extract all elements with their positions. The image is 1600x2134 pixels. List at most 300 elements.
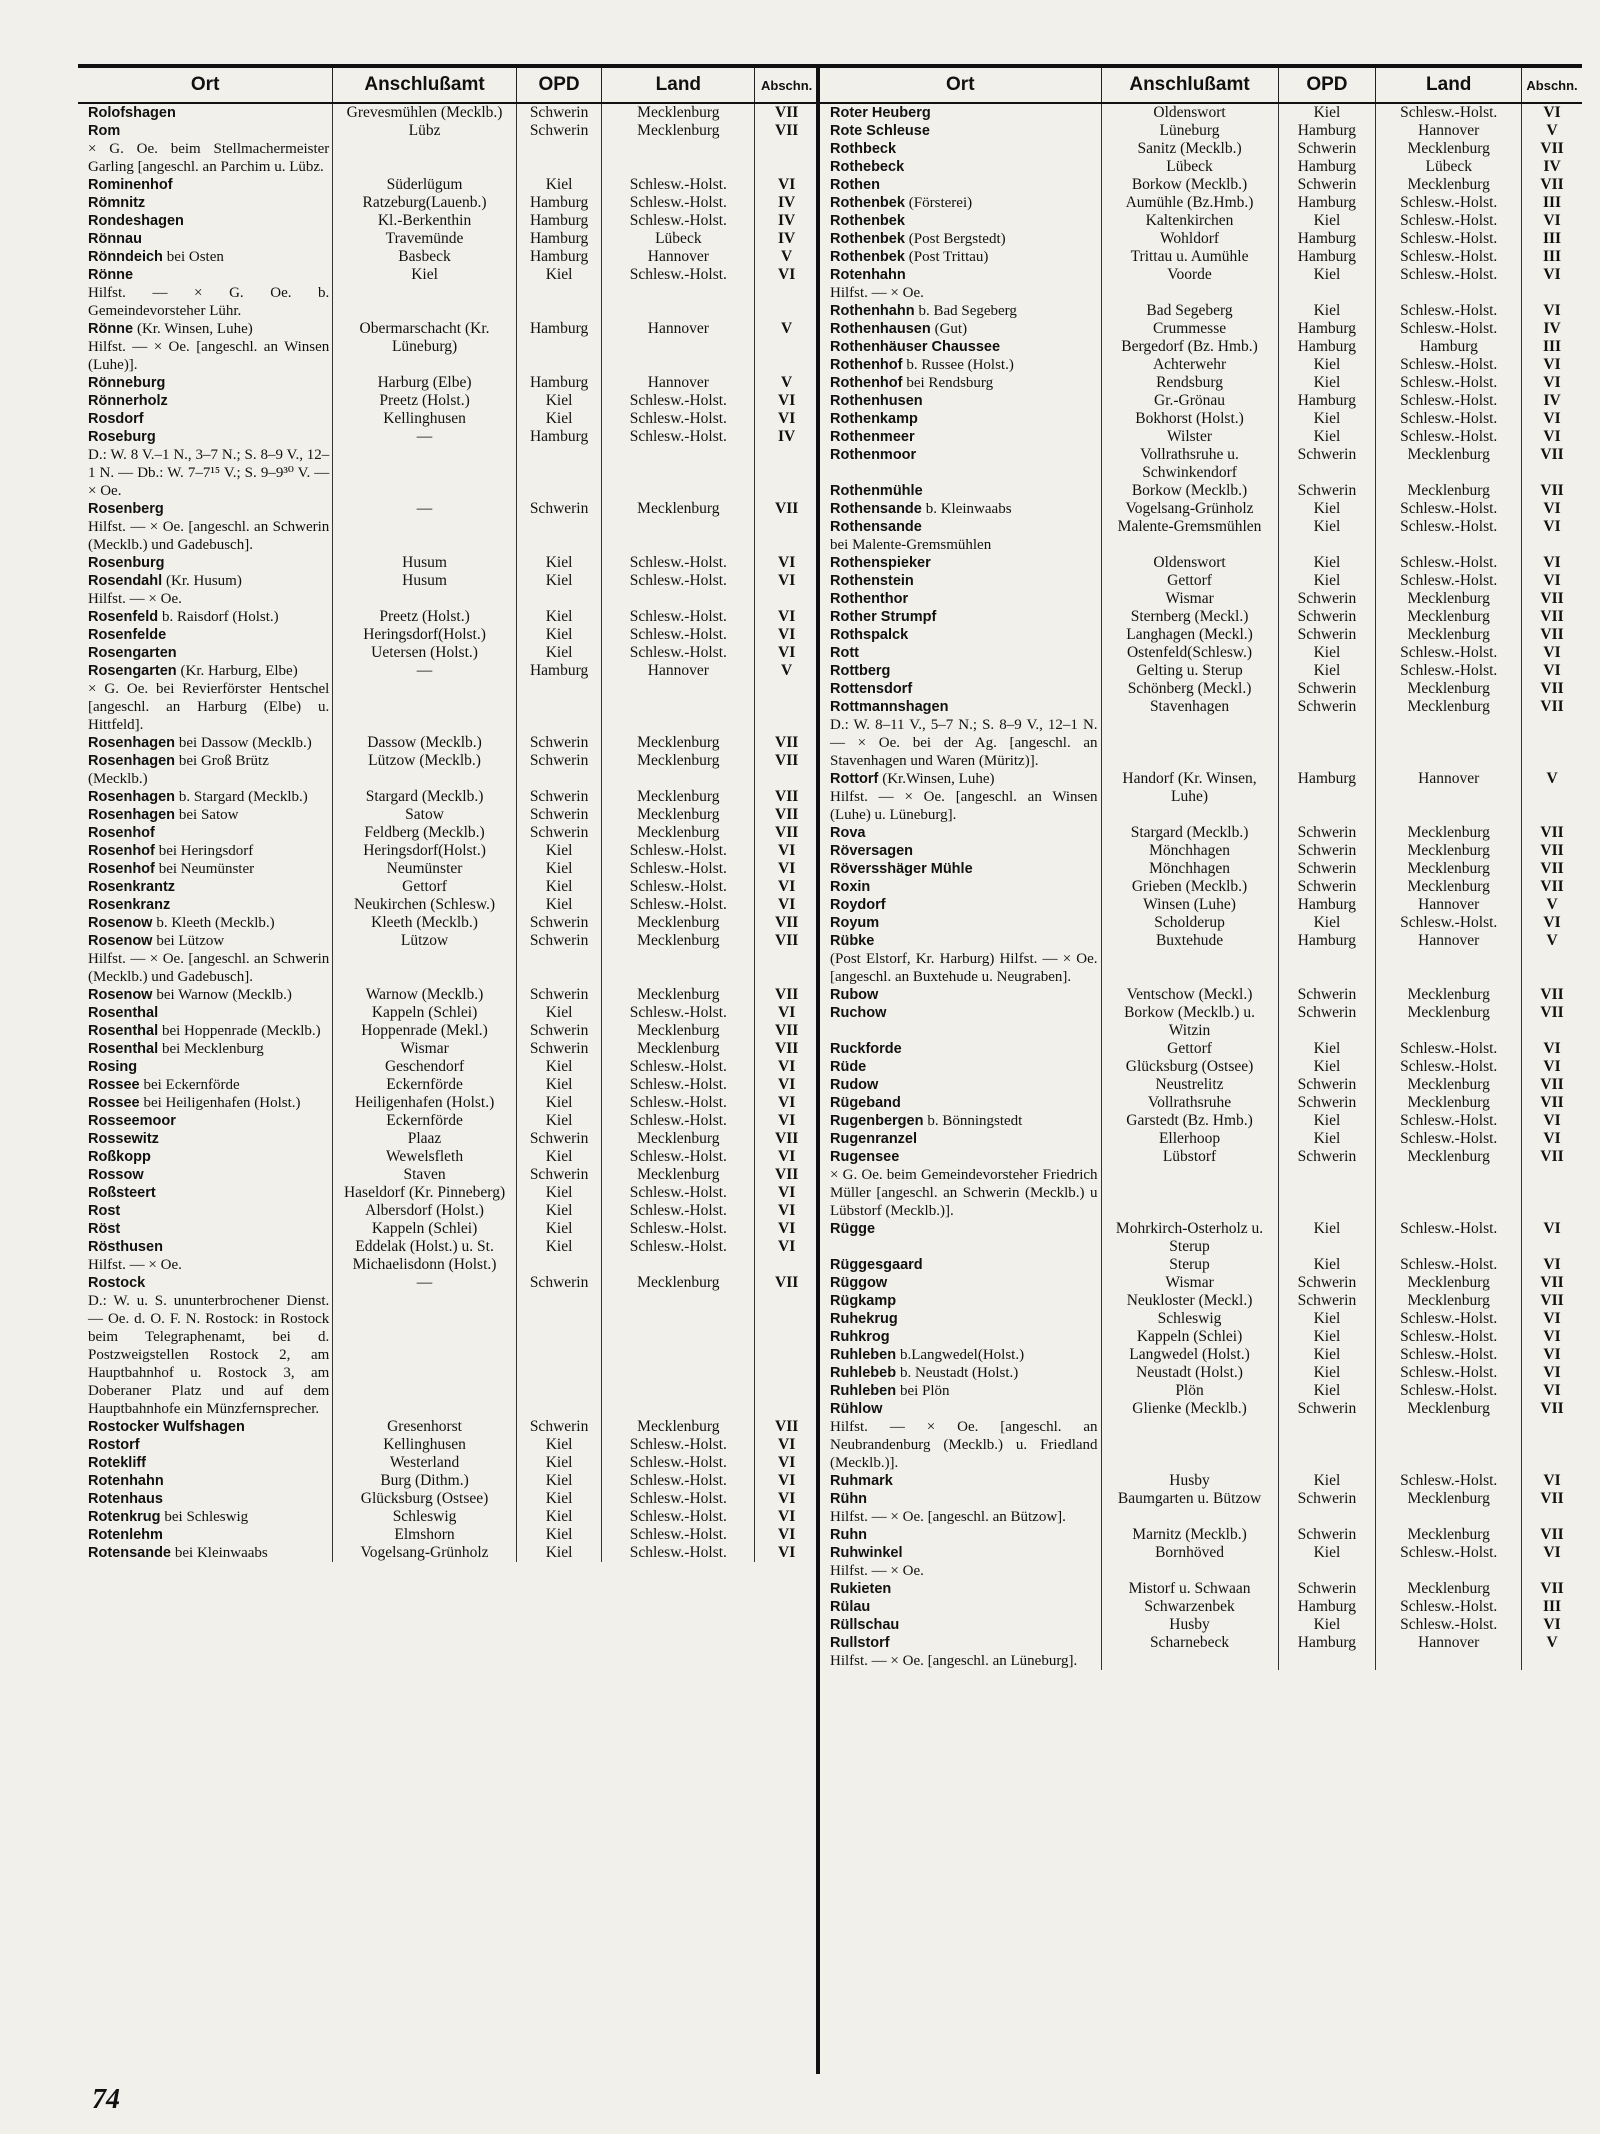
ort-cell	[820, 698, 1101, 770]
table-row	[820, 500, 1582, 518]
table-row	[820, 356, 1582, 374]
opd-cell: Hamburg	[1278, 770, 1376, 824]
place-name: Rostorf	[88, 1437, 140, 1453]
anschlussamt-cell: Mönchhagen	[1101, 842, 1278, 860]
abschn-cell: VI	[1543, 1058, 1561, 1075]
table-row	[820, 896, 1582, 914]
place-name: Rottorf	[830, 771, 879, 787]
opd-cell: Schwerin	[516, 1040, 602, 1058]
place-name: Rugenranzel	[830, 1131, 918, 1147]
anschlussamt-cell: Satow	[333, 806, 516, 824]
abschn-cell: IV	[778, 212, 796, 229]
table-row	[78, 374, 818, 392]
table-row	[820, 1526, 1582, 1544]
land-cell: Schlesw.-Holst.	[1376, 1616, 1522, 1634]
anschlussamt-cell: Vogelsang-Grünholz	[1101, 500, 1278, 518]
land-cell: Schlesw.-Holst.	[602, 1472, 755, 1490]
place-name: Ruhleben	[830, 1347, 897, 1363]
table-row	[820, 1076, 1582, 1094]
table-row	[820, 1040, 1582, 1058]
land-cell: Schlesw.-Holst.	[1376, 1328, 1522, 1346]
opd-cell: Kiel	[1278, 644, 1376, 662]
table-row	[820, 176, 1582, 194]
table-row	[820, 1310, 1582, 1328]
land-cell: Schlesw.-Holst.	[1376, 212, 1522, 230]
ort-cell	[78, 1472, 333, 1490]
place-name: Rottmannshagen	[830, 699, 949, 715]
land-cell: Mecklenburg	[1376, 842, 1522, 860]
anschlussamt-cell: Mohrkirch-Osterholz u. Sterup	[1101, 1220, 1278, 1256]
ort-cell	[820, 1598, 1101, 1616]
anschlussamt-cell: Travemünde	[333, 230, 516, 248]
table-row	[78, 986, 818, 1004]
abschn-cell: VII	[775, 1274, 799, 1291]
opd-cell: Kiel	[1278, 302, 1376, 320]
place-name: Rosendahl	[88, 573, 163, 589]
table-row	[78, 1436, 818, 1454]
opd-cell: Schwerin	[516, 1166, 602, 1184]
land-cell: Schlesw.-Holst.	[602, 1004, 755, 1022]
place-name: Rothenhof	[830, 375, 903, 391]
table-row	[820, 878, 1582, 896]
abschn-cell: VI	[1543, 1544, 1561, 1561]
ort-cell	[820, 1526, 1101, 1544]
place-name: Rügeband	[830, 1095, 901, 1111]
place-note: D.: W. 8–11 V., 5–7 N.; S. 8–9 V., 12–1 N. — × Oe. bei der Ag. [angeschl. an Stavenhagen und Waren (Müritz)].	[830, 717, 1098, 769]
land-cell: Mecklenburg	[602, 914, 755, 932]
place-name: Royum	[830, 915, 880, 931]
ort-cell	[820, 680, 1101, 698]
abschn-cell: VI	[778, 1148, 796, 1165]
anschlussamt-cell: Kappeln (Schlei)	[333, 1220, 516, 1238]
land-cell: Schlesw.-Holst.	[602, 1076, 755, 1094]
table-row	[820, 320, 1582, 338]
anschlussamt-cell: Lübstorf	[1101, 1148, 1278, 1220]
abschn-cell: VII	[1540, 482, 1564, 499]
table-row	[820, 446, 1582, 482]
place-note: Hilfst. — × Oe. [angeschl. an Lüneburg].	[830, 1653, 1078, 1669]
anschlussamt-cell: Trittau u. Aumühle	[1101, 248, 1278, 266]
place-name: Rothenspieker	[830, 555, 931, 571]
ort-cell	[820, 302, 1101, 320]
opd-cell: Kiel	[516, 1508, 602, 1526]
abschn-cell: VI	[1543, 1220, 1561, 1237]
right-table-body	[820, 103, 1582, 1670]
ort-cell	[820, 1148, 1101, 1220]
abschn-cell: VII	[1540, 176, 1564, 193]
table-row	[78, 932, 818, 986]
table-row	[78, 1112, 818, 1130]
abschn-cell: VII	[1540, 590, 1564, 607]
land-cell: Mecklenburg	[1376, 626, 1522, 644]
land-cell: Schlesw.-Holst.	[1376, 1544, 1522, 1580]
table-row	[820, 482, 1582, 500]
table-row	[820, 644, 1582, 662]
place-name: Roydorf	[830, 897, 886, 913]
table-row	[820, 1292, 1582, 1310]
anschlussamt-cell: Kellinghusen	[333, 1436, 516, 1454]
land-cell: Hamburg	[1376, 338, 1522, 356]
anschlussamt-cell: Vogelsang-Grünholz	[333, 1544, 516, 1562]
place-qualifier: (Försterei)	[908, 195, 973, 211]
abschn-cell: VII	[775, 914, 799, 931]
ort-cell	[820, 878, 1101, 896]
opd-cell: Kiel	[516, 860, 602, 878]
ort-cell	[820, 770, 1101, 824]
anschlussamt-cell: Plön	[1101, 1382, 1278, 1400]
anschlussamt-cell: Plaaz	[333, 1130, 516, 1148]
opd-cell: Schwerin	[1278, 1148, 1376, 1220]
table-row	[820, 824, 1582, 842]
land-cell: Schlesw.-Holst.	[1376, 1346, 1522, 1364]
abschn-cell: III	[1542, 194, 1562, 211]
anschlussamt-cell: Neukloster (Meckl.)	[1101, 1292, 1278, 1310]
opd-cell: Kiel	[1278, 1058, 1376, 1076]
opd-cell: Kiel	[1278, 914, 1376, 932]
place-name: Rothenmoor	[830, 447, 917, 463]
opd-cell: Schwerin	[1278, 176, 1376, 194]
anschlussamt-cell: Kappeln (Schlei)	[1101, 1328, 1278, 1346]
table-row	[820, 1220, 1582, 1256]
anschlussamt-cell: Sanitz (Mecklb.)	[1101, 140, 1278, 158]
opd-cell: Kiel	[516, 1094, 602, 1112]
land-cell: Schlesw.-Holst.	[1376, 1040, 1522, 1058]
anschlussamt-cell: Burg (Dithm.)	[333, 1472, 516, 1490]
land-cell: Mecklenburg	[602, 752, 755, 788]
place-name: Rüllschau	[830, 1617, 900, 1633]
place-name: Rossow	[88, 1167, 144, 1183]
anschlussamt-cell: Lübeck	[1101, 158, 1278, 176]
table-row	[78, 1004, 818, 1022]
opd-cell: Schwerin	[516, 1130, 602, 1148]
opd-cell: Kiel	[1278, 356, 1376, 374]
land-cell: Schlesw.-Holst.	[602, 1544, 755, 1562]
opd-cell: Kiel	[1278, 500, 1376, 518]
anschlussamt-cell: Husby	[1101, 1472, 1278, 1490]
ort-cell	[820, 1130, 1101, 1148]
opd-cell: Hamburg	[1278, 230, 1376, 248]
place-name: Rosenhagen	[88, 789, 176, 805]
opd-cell: Kiel	[1278, 1328, 1376, 1346]
place-name: Rosenburg	[88, 555, 165, 571]
place-name: Rotenhahn	[88, 1473, 164, 1489]
anschlussamt-cell: —	[333, 662, 516, 734]
land-cell: Mecklenburg	[1376, 986, 1522, 1004]
abschn-cell: VII	[1540, 842, 1564, 859]
abschn-cell: VI	[778, 392, 796, 409]
abschn-cell: VI	[1543, 212, 1561, 229]
land-cell: Mecklenburg	[1376, 176, 1522, 194]
ort-cell	[820, 1076, 1101, 1094]
anschlussamt-cell: Heiligenhafen (Holst.)	[333, 1094, 516, 1112]
anschlussamt-cell: Gettorf	[1101, 572, 1278, 590]
ort-cell	[820, 356, 1101, 374]
abschn-cell: VI	[778, 1454, 796, 1471]
place-name: Rullstorf	[830, 1635, 890, 1651]
opd-cell: Hamburg	[1278, 194, 1376, 212]
ort-cell	[820, 860, 1101, 878]
ort-cell	[78, 554, 333, 572]
place-name: Rothenhusen	[830, 393, 923, 409]
table-row	[78, 662, 818, 734]
table-row	[820, 194, 1582, 212]
land-cell: Schlesw.-Holst.	[602, 392, 755, 410]
ort-cell	[820, 1400, 1101, 1472]
place-name: Rothenbek	[830, 213, 905, 229]
place-qualifier: b. Russee (Holst.)	[906, 357, 1014, 373]
place-name: Rothspalck	[830, 627, 909, 643]
opd-cell: Kiel	[516, 1148, 602, 1166]
anschlussamt-cell: Mönchhagen	[1101, 860, 1278, 878]
place-name: Roßsteert	[88, 1185, 156, 1201]
land-cell: Mecklenburg	[1376, 860, 1522, 878]
opd-cell: Schwerin	[1278, 1076, 1376, 1094]
place-name: Roßkopp	[88, 1149, 151, 1165]
opd-cell: Kiel	[516, 1184, 602, 1202]
abschn-cell: VII	[1540, 608, 1564, 625]
anschlussamt-cell: Oldenswort	[1101, 103, 1278, 122]
anschlussamt-cell: Lützow	[333, 932, 516, 986]
place-note: (Post Elstorf, Kr. Harburg) Hilfst. — × Oe. [angeschl. an Buxtehude u. Neugraben].	[830, 951, 1098, 985]
header-abschn: Abschn.	[755, 66, 818, 103]
anschlussamt-cell: Kellinghusen	[333, 410, 516, 428]
abschn-cell: VI	[1543, 302, 1561, 319]
table-row	[78, 860, 818, 878]
opd-cell: Schwerin	[1278, 446, 1376, 482]
table-row	[820, 932, 1582, 986]
table-row	[78, 1040, 818, 1058]
opd-cell: Schwerin	[516, 734, 602, 752]
opd-cell: Kiel	[516, 1004, 602, 1022]
place-name: Röst	[88, 1221, 121, 1237]
ort-cell	[820, 194, 1101, 212]
opd-cell: Schwerin	[1278, 1292, 1376, 1310]
abschn-cell: VI	[778, 1202, 796, 1219]
anschlussamt-cell: Stargard (Mecklb.)	[333, 788, 516, 806]
table-row	[78, 410, 818, 428]
place-name: Rothenmeer	[830, 429, 915, 445]
opd-cell: Kiel	[1278, 374, 1376, 392]
land-cell: Mecklenburg	[1376, 1076, 1522, 1094]
land-cell: Mecklenburg	[602, 986, 755, 1004]
table-row	[78, 1202, 818, 1220]
anschlussamt-cell: Ratzeburg(Lauenb.)	[333, 194, 516, 212]
anschlussamt-cell: Ventschow (Meckl.)	[1101, 986, 1278, 1004]
table-row	[820, 1472, 1582, 1490]
ort-cell	[820, 1364, 1101, 1382]
abschn-cell: VI	[1543, 554, 1561, 571]
place-qualifier: bei Lützow	[156, 933, 225, 949]
place-name: Rothenbek	[830, 249, 905, 265]
opd-cell: Kiel	[1278, 1346, 1376, 1364]
table-row	[78, 1274, 818, 1418]
opd-cell: Kiel	[1278, 662, 1376, 680]
land-cell: Schlesw.-Holst.	[1376, 230, 1522, 248]
anschlussamt-cell: Handorf (Kr. Winsen, Luhe)	[1101, 770, 1278, 824]
anschlussamt-cell: Lützow (Mecklb.)	[333, 752, 516, 788]
table-row	[78, 914, 818, 932]
ort-cell	[820, 158, 1101, 176]
place-name: Rost	[88, 1203, 121, 1219]
opd-cell: Schwerin	[1278, 698, 1376, 770]
land-cell: Lübeck	[602, 230, 755, 248]
place-name: Rosenthal	[88, 1023, 159, 1039]
anschlussamt-cell: Neustrelitz	[1101, 1076, 1278, 1094]
land-cell: Mecklenburg	[602, 103, 755, 122]
table-row	[820, 662, 1582, 680]
opd-cell: Schwerin	[1278, 860, 1376, 878]
anschlussamt-cell: Glücksburg (Ostsee)	[333, 1490, 516, 1508]
ort-cell	[78, 320, 333, 374]
table-row	[78, 626, 818, 644]
place-qualifier: (Kr.Winsen, Luhe)	[882, 771, 995, 787]
place-name: Römnitz	[88, 195, 146, 211]
place-name: Rothenkamp	[830, 411, 918, 427]
land-cell: Schlesw.-Holst.	[602, 266, 755, 320]
opd-cell: Kiel	[516, 1436, 602, 1454]
abschn-cell: VI	[1543, 1130, 1561, 1147]
ort-cell	[78, 1058, 333, 1076]
place-name: Rüde	[830, 1059, 867, 1075]
anschlussamt-cell: Schönberg (Meckl.)	[1101, 680, 1278, 698]
opd-cell: Schwerin	[516, 103, 602, 122]
opd-cell: Schwerin	[1278, 824, 1376, 842]
place-name: Rothenbek	[830, 231, 905, 247]
ort-cell	[78, 1526, 333, 1544]
opd-cell: Kiel	[516, 1490, 602, 1508]
abschn-cell: VI	[778, 176, 796, 193]
opd-cell: Schwerin	[1278, 1580, 1376, 1598]
table-row	[820, 212, 1582, 230]
abschn-cell: VII	[775, 1130, 799, 1147]
place-name: Ruckforde	[830, 1041, 902, 1057]
place-name: Rönne	[88, 321, 134, 337]
abschn-cell: VII	[1540, 824, 1564, 841]
anschlussamt-cell: Schleswig	[333, 1508, 516, 1526]
place-name: Rosenkrantz	[88, 879, 176, 895]
ort-cell	[78, 986, 333, 1004]
table-row	[820, 608, 1582, 626]
place-name: Rosenthal	[88, 1041, 159, 1057]
anschlussamt-cell: Mistorf u. Schwaan	[1101, 1580, 1278, 1598]
opd-cell: Hamburg	[516, 194, 602, 212]
place-name: Rostocker Wulfshagen	[88, 1419, 245, 1435]
place-name: Rosenhagen	[88, 735, 176, 751]
anschlussamt-cell: Uetersen (Holst.)	[333, 644, 516, 662]
land-cell: Mecklenburg	[602, 1418, 755, 1436]
anschlussamt-cell: Elmshorn	[333, 1526, 516, 1544]
place-name: Rosenhof	[88, 861, 155, 877]
opd-cell: Schwerin	[516, 986, 602, 1004]
place-name: Rönnau	[88, 231, 142, 247]
anschlussamt-cell: Wismar	[1101, 590, 1278, 608]
place-qualifier: bei Osten	[166, 249, 224, 265]
land-cell: Schlesw.-Holst.	[1376, 914, 1522, 932]
abschn-cell: VI	[1543, 374, 1561, 391]
opd-cell: Kiel	[1278, 1382, 1376, 1400]
opd-cell: Hamburg	[1278, 158, 1376, 176]
ort-cell	[78, 1166, 333, 1184]
place-name: Rosenow	[88, 987, 153, 1003]
opd-cell: Hamburg	[1278, 1598, 1376, 1616]
opd-cell: Hamburg	[1278, 932, 1376, 986]
anschlussamt-cell: Neukirchen (Schlesw.)	[333, 896, 516, 914]
land-cell: Mecklenburg	[1376, 1400, 1522, 1472]
ort-cell	[78, 230, 333, 248]
place-qualifier: (Post Trittau)	[908, 249, 989, 265]
abschn-cell: VII	[1540, 1094, 1564, 1111]
opd-cell: Hamburg	[1278, 122, 1376, 140]
header-opd: OPD	[1278, 66, 1376, 103]
table-row	[78, 103, 818, 122]
place-name: Rosenow	[88, 915, 153, 931]
anschlussamt-cell: Schwarzenbek	[1101, 1598, 1278, 1616]
opd-cell: Schwerin	[1278, 1094, 1376, 1112]
opd-cell: Kiel	[1278, 1364, 1376, 1382]
ort-cell	[820, 320, 1101, 338]
place-name: Rotensande	[88, 1545, 171, 1561]
opd-cell: Kiel	[1278, 103, 1376, 122]
abschn-cell: VII	[1540, 1274, 1564, 1291]
anschlussamt-cell: Vollrathsruhe u. Schwinkendorf	[1101, 446, 1278, 482]
ort-cell	[820, 1220, 1101, 1256]
ort-cell	[820, 1112, 1101, 1130]
land-cell: Mecklenburg	[602, 806, 755, 824]
table-row	[78, 896, 818, 914]
table-row	[820, 1364, 1582, 1382]
ort-cell	[820, 518, 1101, 554]
ort-cell	[78, 914, 333, 932]
land-cell: Mecklenburg	[1376, 824, 1522, 842]
anschlussamt-cell: Geschendorf	[333, 1058, 516, 1076]
land-cell: Schlesw.-Holst.	[602, 1184, 755, 1202]
table-row	[820, 374, 1582, 392]
opd-cell: Kiel	[1278, 266, 1376, 302]
abschn-cell: VII	[775, 932, 799, 949]
abschn-cell: VI	[1543, 572, 1561, 589]
opd-cell: Kiel	[516, 626, 602, 644]
abschn-cell: VII	[775, 734, 799, 751]
table-row	[820, 842, 1582, 860]
place-name: Rom	[88, 123, 121, 139]
anschlussamt-cell: Staven	[333, 1166, 516, 1184]
place-name: Rönnerholz	[88, 393, 168, 409]
ort-cell	[820, 266, 1101, 302]
abschn-cell: VI	[778, 860, 796, 877]
abschn-cell: VI	[778, 1436, 796, 1453]
ort-cell	[78, 842, 333, 860]
anschlussamt-cell: Scharnebeck	[1101, 1634, 1278, 1670]
place-name: Rothensande	[830, 501, 922, 517]
land-cell: Mecklenburg	[1376, 1274, 1522, 1292]
place-name: Rothbeck	[830, 141, 897, 157]
place-note: Hilfst. — × Oe. [angeschl. an Schwerin (Mecklb.) und Gadebusch].	[88, 519, 330, 553]
table-row	[78, 752, 818, 788]
land-cell: Schlesw.-Holst.	[1376, 644, 1522, 662]
opd-cell: Hamburg	[516, 212, 602, 230]
abschn-cell: VII	[1540, 1526, 1564, 1543]
ort-cell	[78, 428, 333, 500]
place-name: Rotekliff	[88, 1455, 146, 1471]
land-cell: Schlesw.-Holst.	[602, 176, 755, 194]
anschlussamt-cell: Oldenswort	[1101, 554, 1278, 572]
opd-cell: Schwerin	[1278, 842, 1376, 860]
place-qualifier: bei Satow	[178, 807, 239, 823]
anschlussamt-cell: Kl.-Berkenthin	[333, 212, 516, 230]
land-cell: Schlesw.-Holst.	[1376, 1130, 1522, 1148]
ort-cell	[78, 1454, 333, 1472]
table-row	[820, 1274, 1582, 1292]
